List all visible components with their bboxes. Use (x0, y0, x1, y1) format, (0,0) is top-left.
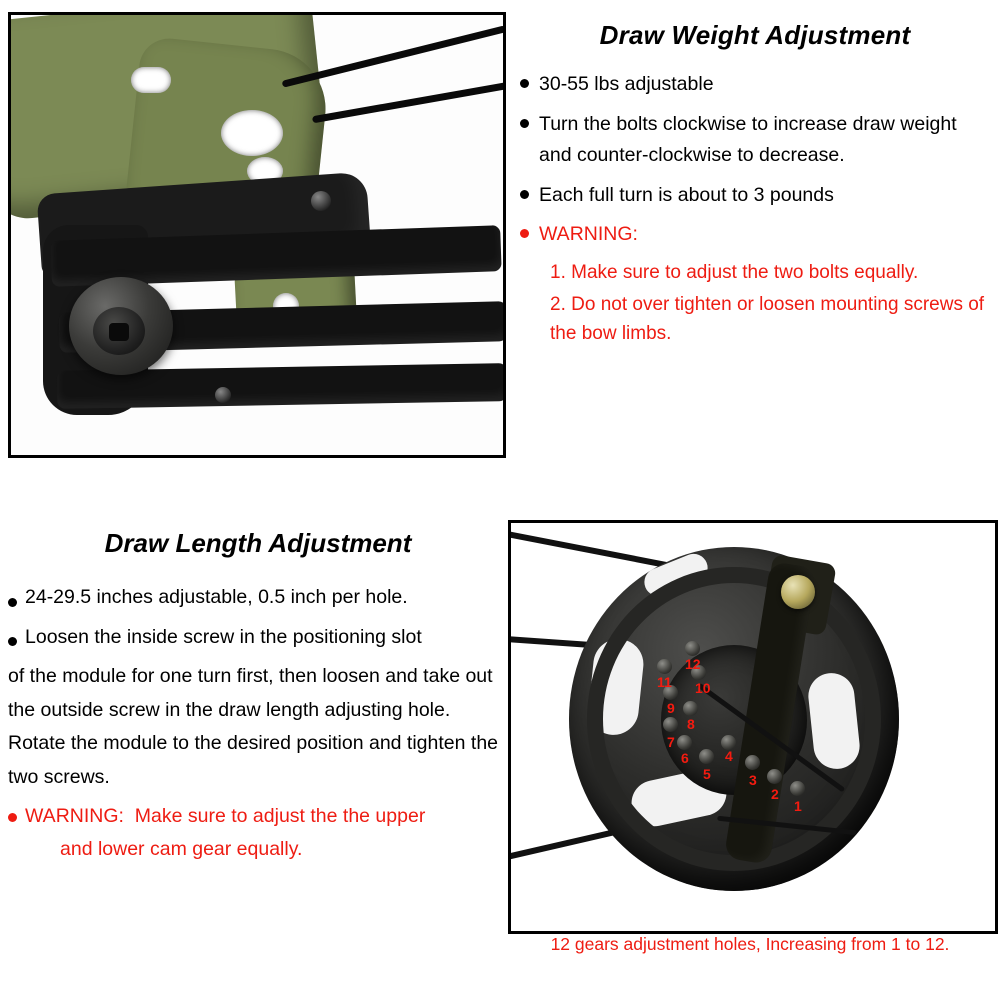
bullet-dot-icon (8, 598, 17, 607)
warning-dot-icon (8, 813, 17, 822)
draw-length-section (8, 528, 508, 866)
draw-length-warning (8, 800, 508, 866)
gear-number: 10 (695, 680, 711, 696)
bullet-text: Turn the bolts clockwise to increase draw weight and counter-clockwise to decrease. (539, 112, 957, 167)
warning-detail: 2. Do not over tighten or loosen mounting screws of the bow limbs. (550, 294, 985, 344)
gear-number: 8 (687, 716, 695, 732)
riser-cutout-1 (221, 110, 283, 156)
bullet-text: 30-55 lbs adjustable (539, 73, 714, 95)
draw-length-heading: Draw Length Adjustment (104, 528, 412, 558)
module-outside-screw (781, 575, 815, 609)
cam-gear-caption: 12 gears adjustment holes, Increasing from 1 to 12. (550, 934, 950, 954)
bullet-item (8, 581, 508, 615)
adjustment-hole (685, 641, 700, 656)
adjustment-hole (663, 717, 678, 732)
adjustment-hole (699, 749, 714, 764)
gear-number: 5 (703, 766, 711, 782)
warning-label: WARNING: (539, 223, 638, 246)
gear-number: 12 (685, 656, 701, 672)
bullet-dot-icon (520, 79, 529, 88)
draw-weight-section (520, 20, 990, 352)
bullet-item (520, 109, 990, 172)
adjustment-hole (657, 659, 672, 674)
gear-number: 3 (749, 772, 757, 788)
warning-text-line-2: and lower cam gear equally. (60, 838, 303, 861)
warning-dot-icon (520, 229, 529, 238)
gear-number: 11 (657, 674, 672, 690)
warning-detail: 1. Make sure to adjust the two bolts equally. (550, 261, 919, 283)
adjustment-hole (745, 755, 760, 770)
draw-length-body: of the module for one turn first, then loosen and take out the outside screw in the draw length adjusting hole. Rotate the module to the desired position and tighten the two screws. (8, 665, 499, 788)
adjustment-hole (683, 701, 698, 716)
gear-number: 2 (771, 786, 779, 802)
bullet-item (520, 180, 990, 212)
bullet-text: Loosen the inside screw in the positioning slot (25, 625, 422, 648)
gear-number: 7 (667, 734, 675, 750)
warning-label: WARNING: (25, 805, 124, 828)
draw-weight-photo (8, 12, 506, 458)
gear-number: 6 (681, 750, 689, 766)
adjustment-hole (790, 781, 805, 796)
mounting-screw-1 (311, 191, 331, 211)
bullet-dot-icon (520, 190, 529, 199)
limb-bolt-hex-socket (109, 323, 129, 341)
gear-number: 4 (725, 748, 733, 764)
gear-number: 9 (667, 700, 675, 716)
bullet-text: Each full turn is about to 3 pounds (539, 183, 834, 206)
riser-cutout-3 (131, 67, 171, 93)
adjustment-hole (677, 735, 692, 750)
bullet-dot-icon (8, 637, 17, 646)
bullet-dot-icon (520, 119, 529, 128)
bullet-item (520, 69, 990, 101)
mounting-screw-2 (215, 387, 231, 403)
adjustment-hole (767, 769, 782, 784)
cam-gear-photo (508, 520, 998, 934)
gear-number: 1 (794, 798, 802, 814)
draw-weight-heading: Draw Weight Adjustment (599, 20, 911, 50)
bullet-text: 24-29.5 inches adjustable, 0.5 inch per hole. (25, 586, 408, 608)
warning-text-line-1: Make sure to adjust the the upper (134, 805, 426, 828)
warning-item (520, 219, 990, 251)
bullet-item (8, 621, 508, 655)
